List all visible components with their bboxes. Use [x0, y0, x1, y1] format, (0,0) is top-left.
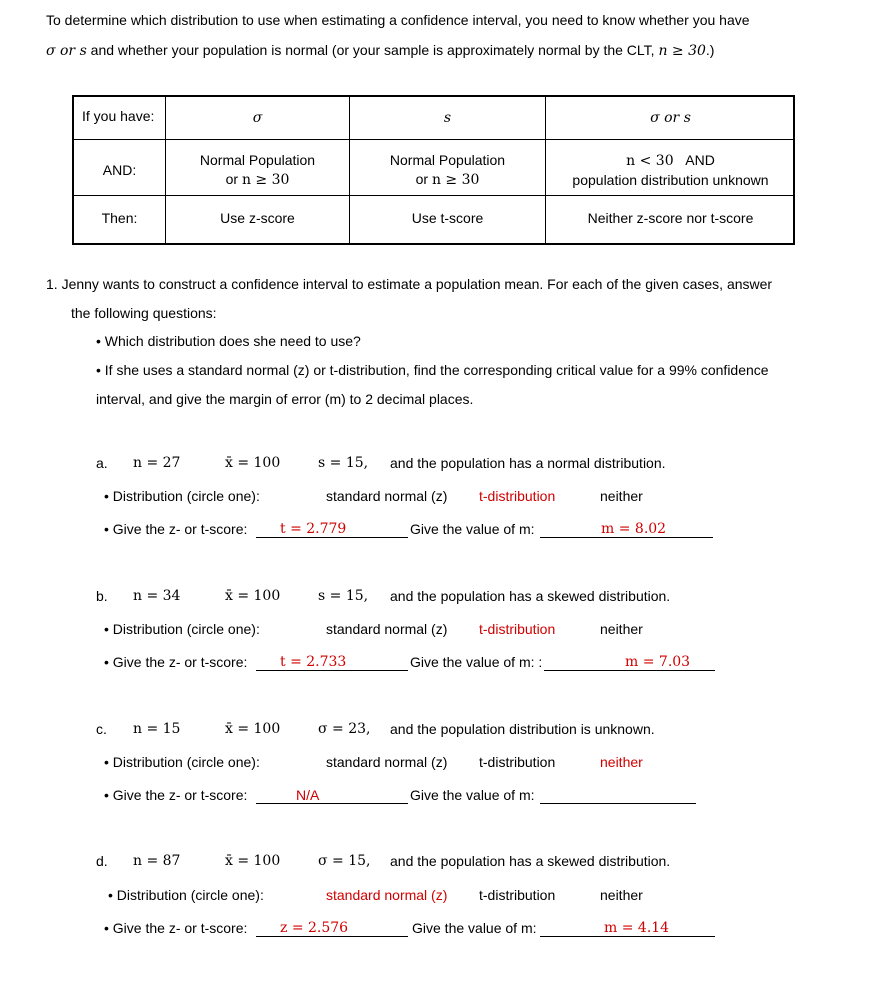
row3-label: Then: — [101, 210, 138, 226]
case-n: n = 34 — [133, 588, 181, 604]
row3-c2: Use t-score — [411, 210, 484, 226]
case-xbar: x̄ = 100 — [225, 721, 281, 737]
dist-label: • Distribution (circle one): — [104, 488, 260, 504]
case-letter: d. — [96, 853, 108, 869]
option-t-distribution[interactable]: t-distribution — [479, 887, 556, 903]
m-answer[interactable]: m = 4.14 — [604, 920, 670, 936]
m-label: Give the value of m: — [412, 920, 537, 936]
row1-label: If you have: — [82, 108, 155, 124]
m-label: Give the value of m: — [410, 787, 535, 803]
case-desc: and the population distribution is unknown. — [390, 721, 655, 737]
case-desc: and the population has a skewed distribution. — [390, 853, 671, 869]
option-t-distribution[interactable]: t-distribution — [479, 621, 556, 637]
option-neither[interactable]: neither — [600, 621, 643, 637]
case-letter: c. — [96, 721, 107, 737]
score-underline — [256, 537, 408, 538]
case-xbar: x̄ = 100 — [225, 853, 281, 869]
row2-c1 — [166, 151, 349, 190]
case-xbar: x̄ = 100 — [225, 588, 281, 604]
row1-s: s — [443, 110, 452, 126]
m-answer[interactable]: m = 7.03 — [625, 654, 691, 670]
question-line-1: 1. Jenny wants to construct a confidence interval to estimate a population mean. For each of the given cases, answer — [46, 276, 773, 292]
option-standard-normal[interactable]: standard normal (z) — [326, 887, 448, 903]
row2-label: AND: — [102, 162, 137, 178]
intro-math: n ≥ 30 — [658, 43, 706, 59]
m-underline[interactable] — [540, 803, 696, 804]
score-underline — [256, 670, 408, 671]
score-label: • Give the z- or t-score: — [104, 920, 248, 936]
case-desc: and the population has a skewed distribution. — [390, 588, 671, 604]
score-answer[interactable]: z = 2.576 — [280, 920, 349, 936]
m-answer[interactable]: m = 8.02 — [601, 521, 667, 537]
case-sd: s = 15, — [318, 588, 369, 604]
question-bullet-2b: interval, and give the margin of error (m) to 2 decimal places. — [96, 391, 474, 407]
dist-label: • Distribution (circle one): — [104, 754, 260, 770]
m-label: Give the value of m: : — [410, 654, 543, 670]
score-label: • Give the z- or t-score: — [104, 654, 248, 670]
option-neither[interactable]: neither — [600, 887, 643, 903]
row2-c2-line2: or n ≥ 30 — [415, 171, 480, 188]
intro-sym: σ or s — [46, 43, 87, 59]
row3-c3: Neither z-score nor t-score — [587, 210, 754, 226]
dist-label: • Distribution (circle one): — [104, 621, 260, 637]
m-label: Give the value of m: — [410, 521, 535, 537]
row1-sigma: σ — [252, 110, 263, 126]
case-n: n = 87 — [133, 853, 181, 869]
case-desc: and the population has a normal distribution. — [390, 455, 666, 471]
case-n: n = 15 — [133, 721, 181, 737]
m-underline — [540, 537, 713, 538]
score-label: • Give the z- or t-score: — [104, 521, 248, 537]
case-letter: b. — [96, 588, 108, 604]
option-standard-normal[interactable]: standard normal (z) — [326, 488, 448, 504]
case-sd: σ = 23, — [318, 721, 371, 737]
row2-c1-line1: Normal Population — [199, 152, 316, 168]
row1-sigma-or-s: σ or s — [650, 110, 691, 126]
row2-c3 — [546, 151, 795, 190]
option-standard-normal[interactable]: standard normal (z) — [326, 621, 448, 637]
score-label: • Give the z- or t-score: — [104, 787, 248, 803]
question-bullet-2: • If she uses a standard normal (z) or t-distribution, find the corresponding critical value for a 99% confidence — [96, 362, 769, 378]
case-sd: s = 15, — [318, 455, 369, 471]
score-underline — [256, 936, 408, 937]
score-answer[interactable]: t = 2.733 — [280, 654, 347, 670]
case-letter: a. — [96, 455, 108, 471]
row2-c1-line2: or n ≥ 30 — [225, 171, 290, 188]
row2-c3-line2: population distribution unknown — [572, 172, 769, 188]
m-underline — [544, 670, 715, 671]
question-bullet-1: • Which distribution does she need to use? — [96, 333, 361, 349]
case-sd: σ = 15, — [318, 853, 371, 869]
option-t-distribution[interactable]: t-distribution — [479, 488, 556, 504]
case-xbar: x̄ = 100 — [225, 455, 281, 471]
distribution-table — [72, 95, 795, 245]
m-underline — [540, 936, 715, 937]
row2-c2-line1: Normal Population — [389, 152, 506, 168]
intro-line-2 — [46, 42, 714, 59]
score-answer[interactable]: N/A — [296, 787, 320, 803]
option-neither[interactable]: neither — [600, 488, 643, 504]
case-n: n = 27 — [133, 455, 181, 471]
question-line-2: the following questions: — [71, 305, 217, 321]
option-t-distribution[interactable]: t-distribution — [479, 754, 556, 770]
score-answer[interactable]: t = 2.779 — [280, 521, 347, 537]
score-underline — [256, 803, 408, 804]
intro-end: .) — [705, 42, 715, 58]
option-neither[interactable]: neither — [600, 754, 643, 770]
intro-line-1: To determine which distribution to use when estimating a confidence interval, you need to know whether you have — [46, 12, 750, 28]
row2-c2 — [350, 151, 545, 190]
intro-mid: and whether your population is normal (or your sample is approximately normal by the CLT, — [86, 42, 659, 58]
row2-c3-line1: n < 30 AND — [626, 152, 715, 169]
row3-c1: Use z-score — [220, 210, 295, 226]
option-standard-normal[interactable]: standard normal (z) — [326, 754, 448, 770]
dist-label: • Distribution (circle one): — [108, 887, 264, 903]
